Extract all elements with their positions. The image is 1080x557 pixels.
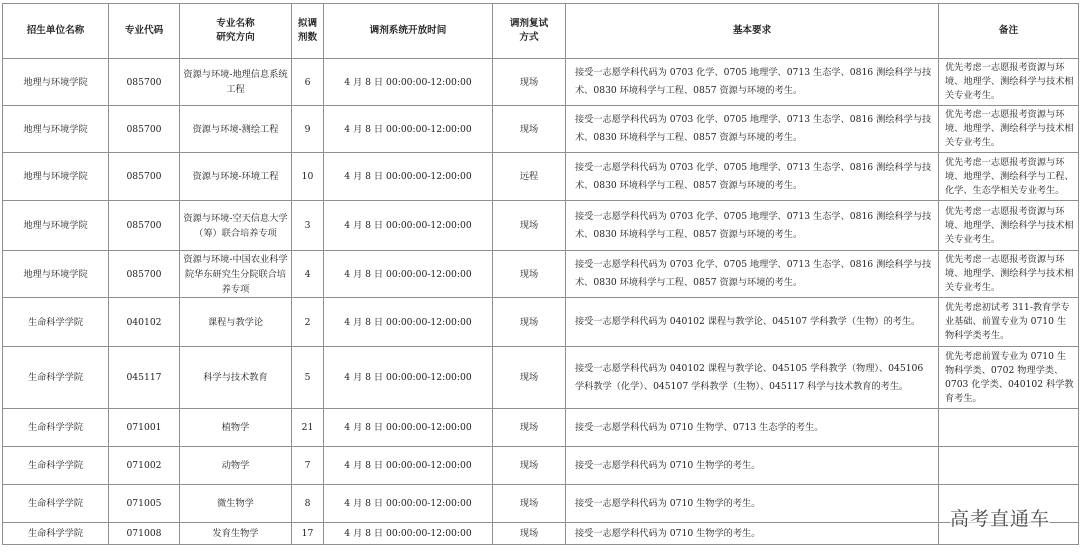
code-cell: 045117 (109, 347, 180, 409)
code-cell: 085700 (109, 106, 180, 153)
table-row (3, 201, 1079, 251)
code-cell: 040102 (109, 298, 180, 347)
requirements-cell: 接受一志愿学科代码为 0703 化学、0705 地理学、0713 生态学、0816 测绘科学与技术、0830 环境科学与工程、0857 资源与环境的考生。 (566, 201, 939, 251)
count-cell: 21 (292, 409, 324, 447)
notes-cell: 优先考虑一志愿报考资源与环境、地理学、测绘科学与技术相关专业考生。 (939, 59, 1079, 106)
method-cell: 现场 (493, 523, 566, 545)
count-cell: 9 (292, 106, 324, 153)
unit-cell: 生命科学学院 (3, 347, 109, 409)
header-unit: 招生单位名称 (3, 4, 109, 59)
header-method: 调剂复试 方式 (493, 4, 566, 59)
unit-cell: 地理与环境学院 (3, 201, 109, 251)
notes-cell: 优先考虑一志愿报考资源与环境、地理学、测绘科学与工程、化学、生态学相关专业考生。 (939, 153, 1079, 201)
time-cell: 4 月 8 日 00:00:00-12:00:00 (324, 347, 493, 409)
method-cell: 现场 (493, 298, 566, 347)
count-cell: 2 (292, 298, 324, 347)
code-cell: 071008 (109, 523, 180, 545)
count-cell: 6 (292, 59, 324, 106)
method-cell: 远程 (493, 153, 566, 201)
table-row (3, 106, 1079, 153)
method-cell: 现场 (493, 106, 566, 153)
count-cell: 4 (292, 251, 324, 298)
time-cell: 4 月 8 日 00:00:00-12:00:00 (324, 106, 493, 153)
header-notes: 备注 (939, 4, 1079, 59)
notes-cell (939, 447, 1079, 485)
requirements-cell: 接受一志愿学科代码为 0710 生物学的考生。 (566, 523, 939, 545)
time-cell: 4 月 8 日 00:00:00-12:00:00 (324, 59, 493, 106)
time-cell: 4 月 8 日 00:00:00-12:00:00 (324, 298, 493, 347)
table-row (3, 485, 1079, 523)
table-row (3, 153, 1079, 201)
code-cell: 085700 (109, 201, 180, 251)
time-cell: 4 月 8 日 00:00:00-12:00:00 (324, 447, 493, 485)
major-cell: 课程与教学论 (180, 298, 292, 347)
notes-cell: 优先考虑初试考 311-教育学专业基础、前置专业为 0710 生物科学类考生。 (939, 298, 1079, 347)
major-cell: 资源与环境-中国农业科学院华东研究生分院联合培养专项 (180, 251, 292, 298)
table-row (3, 59, 1079, 106)
code-cell: 071001 (109, 409, 180, 447)
major-cell: 微生物学 (180, 485, 292, 523)
requirements-cell: 接受一志愿学科代码为 0703 化学、0705 地理学、0713 生态学、0816 测绘科学与技术、0830 环境科学与工程、0857 资源与环境的考生。 (566, 251, 939, 298)
unit-cell: 生命科学学院 (3, 409, 109, 447)
major-cell: 资源与环境-空天信息大学（筹）联合培养专项 (180, 201, 292, 251)
table-row (3, 523, 1079, 545)
time-cell: 4 月 8 日 00:00:00-12:00:00 (324, 485, 493, 523)
requirements-cell: 接受一志愿学科代码为 040102 课程与教学论、045107 学科教学（生物）的考生。 (566, 298, 939, 347)
unit-cell: 生命科学学院 (3, 447, 109, 485)
header-code: 专业代码 (109, 4, 180, 59)
code-cell: 071005 (109, 485, 180, 523)
method-cell: 现场 (493, 201, 566, 251)
time-cell: 4 月 8 日 00:00:00-12:00:00 (324, 409, 493, 447)
requirements-cell: 接受一志愿学科代码为 0710 生物学的考生。 (566, 447, 939, 485)
code-cell: 085700 (109, 59, 180, 106)
method-cell: 现场 (493, 251, 566, 298)
notes-cell (939, 409, 1079, 447)
requirements-cell: 接受一志愿学科代码为 0703 化学、0705 地理学、0713 生态学、0816 测绘科学与技术、0830 环境科学与工程、0857 资源与环境的考生。 (566, 153, 939, 201)
major-cell: 植物学 (180, 409, 292, 447)
time-cell: 4 月 8 日 00:00:00-12:00:00 (324, 201, 493, 251)
header-time: 调剂系统开放时间 (324, 4, 493, 59)
code-cell: 071002 (109, 447, 180, 485)
major-cell: 发育生物学 (180, 523, 292, 545)
table-row (3, 409, 1079, 447)
code-cell: 085700 (109, 153, 180, 201)
requirements-cell: 接受一志愿学科代码为 0710 生物学、0713 生态学的考生。 (566, 409, 939, 447)
header-count: 拟调 剂数 (292, 4, 324, 59)
time-cell: 4 月 8 日 00:00:00-12:00:00 (324, 523, 493, 545)
major-cell: 资源与环境-地理信息系统工程 (180, 59, 292, 106)
requirements-cell: 接受一志愿学科代码为 0703 化学、0705 地理学、0713 生态学、0816 测绘科学与技术、0830 环境科学与工程、0857 资源与环境的考生。 (566, 59, 939, 106)
header-requirements: 基本要求 (566, 4, 939, 59)
requirements-cell: 接受一志愿学科代码为 040102 课程与教学论、045105 学科教学（物理）、045106 学科教学（化学）、045107 学科教学（生物）、045117 科学与技术教育的考生。 (566, 347, 939, 409)
unit-cell: 地理与环境学院 (3, 153, 109, 201)
count-cell: 3 (292, 201, 324, 251)
notes-cell: 优先考虑前置专业为 0710 生物科学类、0702 物理学类、0703 化学类、040102 科学教育考生。 (939, 347, 1079, 409)
table-row (3, 347, 1079, 409)
table-header-row (3, 4, 1079, 59)
count-cell: 7 (292, 447, 324, 485)
unit-cell: 地理与环境学院 (3, 59, 109, 106)
adjustment-table (2, 3, 1079, 545)
unit-cell: 生命科学学院 (3, 298, 109, 347)
count-cell: 17 (292, 523, 324, 545)
table-row (3, 298, 1079, 347)
unit-cell: 地理与环境学院 (3, 106, 109, 153)
notes-cell: 优先考虑一志愿报考资源与环境、地理学、测绘科学与技术相关专业考生。 (939, 201, 1079, 251)
requirements-cell: 接受一志愿学科代码为 0703 化学、0705 地理学、0713 生态学、0816 测绘科学与技术、0830 环境科学与工程、0857 资源与环境的考生。 (566, 106, 939, 153)
method-cell: 现场 (493, 59, 566, 106)
code-cell: 085700 (109, 251, 180, 298)
count-cell: 5 (292, 347, 324, 409)
unit-cell: 地理与环境学院 (3, 251, 109, 298)
count-cell: 8 (292, 485, 324, 523)
time-cell: 4 月 8 日 00:00:00-12:00:00 (324, 153, 493, 201)
header-major: 专业名称 研究方向 (180, 4, 292, 59)
method-cell: 现场 (493, 447, 566, 485)
major-cell: 科学与技术教育 (180, 347, 292, 409)
major-cell: 动物学 (180, 447, 292, 485)
requirements-cell: 接受一志愿学科代码为 0710 生物学的考生。 (566, 485, 939, 523)
method-cell: 现场 (493, 485, 566, 523)
unit-cell: 生命科学学院 (3, 523, 109, 545)
count-cell: 10 (292, 153, 324, 201)
time-cell: 4 月 8 日 00:00:00-12:00:00 (324, 251, 493, 298)
notes-cell: 优先考虑一志愿报考资源与环境、地理学、测绘科学与技术相关专业考生。 (939, 106, 1079, 153)
watermark-text: 高考直通车 (950, 504, 1050, 531)
notes-cell: 优先考虑一志愿报考资源与环境、地理学、测绘科学与技术相关专业考生。 (939, 251, 1079, 298)
table-row (3, 447, 1079, 485)
method-cell: 现场 (493, 347, 566, 409)
unit-cell: 生命科学学院 (3, 485, 109, 523)
major-cell: 资源与环境-测绘工程 (180, 106, 292, 153)
method-cell: 现场 (493, 409, 566, 447)
major-cell: 资源与环境-环境工程 (180, 153, 292, 201)
table-row (3, 251, 1079, 298)
